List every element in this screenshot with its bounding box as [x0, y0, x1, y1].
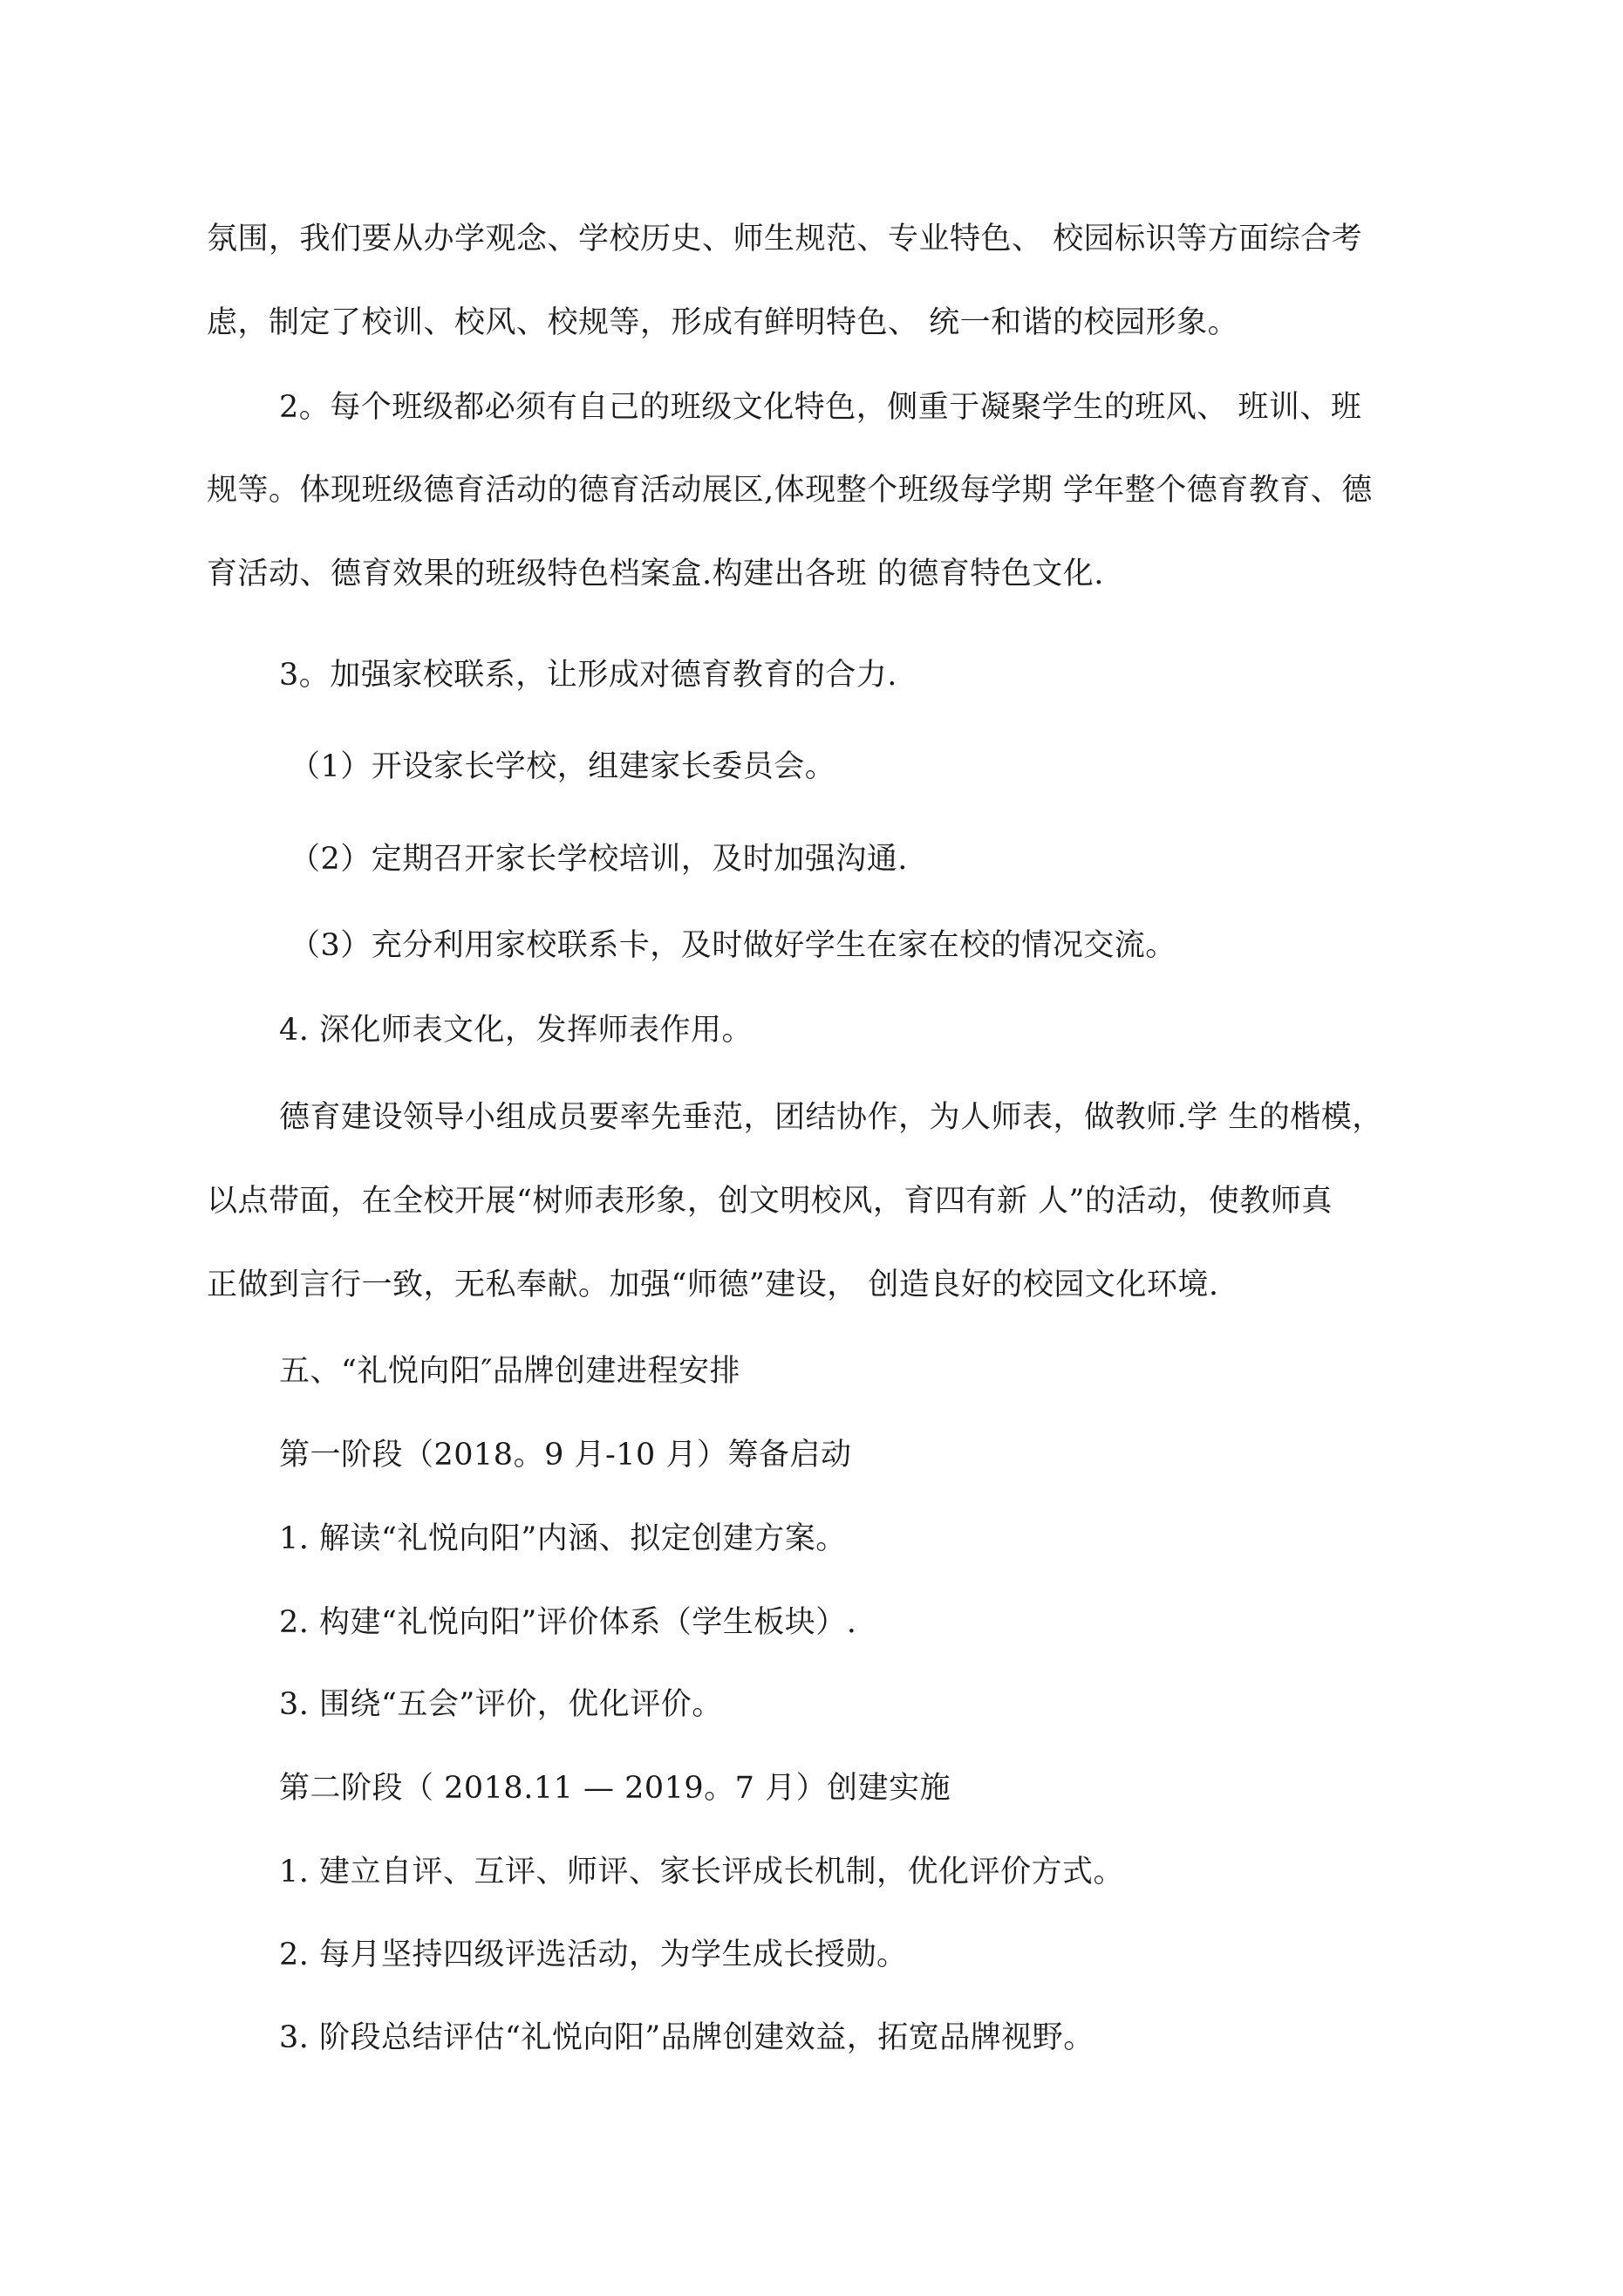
paragraph-line: 以点带面，在全校开展“树师表形象，创文明校风，育四有新 人”的活动，使教师真 [207, 1184, 1333, 1219]
paragraph-line: 2。每个班级都必须有自己的班级文化特色，侧重于凝聚学生的班风、 班训、班 [279, 390, 1362, 425]
paragraph-line: 育活动、德育效果的班级特色档案盒.构建出各班 的德育特色文化. [207, 557, 1104, 591]
list-item: 1. 建立自评、互评、师评、家长评成长机制，优化评价方式。 [279, 1855, 1125, 1889]
paragraph-line: 氛围，我们要从办学观念、学校历史、师生规范、专业特色、 校园标识等方面综合考 [207, 222, 1363, 256]
list-item: （3）充分利用家校联系卡，及时做好学生在家在校的情况交流。 [290, 928, 1176, 963]
paragraph-line: 4. 深化师表文化，发挥师表作用。 [279, 1013, 754, 1048]
paragraph-line: 3。加强家校联系，让形成对德育教育的合力. [279, 658, 897, 693]
list-item: 1. 解读“礼悦向阳”内涵、拟定创建方案。 [279, 1521, 847, 1556]
stage-heading: 第一阶段（2018。9 月-10 月）筹备启动 [279, 1438, 852, 1473]
list-item: （2）定期召开家长学校培训，及时加强沟通. [290, 842, 908, 877]
list-item: （1）开设家长学校，组建家长委员会。 [290, 749, 836, 784]
paragraph-line: 规等。体现班级德育活动的德育活动展区,体现整个班级每学期 学年整个德育教育、德 [207, 473, 1373, 508]
list-item: 3. 围绕“五会”评价，优化评价。 [279, 1687, 723, 1722]
paragraph-line: 正做到言行一致，无私奉献。加强“师德”建设， 创造良好的校园文化环境. [207, 1268, 1219, 1302]
paragraph-line: 德育建设领导小组成员要率先垂范，团结协作，为人师表，做教师.学 生的楷模， [279, 1100, 1383, 1135]
list-item: 2. 构建“礼悦向阳”评价体系（学生板块）. [279, 1605, 857, 1640]
list-item: 2. 每月坚持四级评选活动，为学生成长授勋。 [279, 1937, 908, 1972]
paragraph-line: 虑，制定了校训、校风、校规等，形成有鲜明特色、 统一和谐的校园形象。 [207, 305, 1239, 340]
list-item: 3. 阶段总结评估“礼悦向阳”品牌创建效益，拓宽品牌视野。 [279, 2020, 1095, 2055]
section-heading: 五、“礼悦向阳″品牌创建进程安排 [279, 1354, 740, 1389]
stage-heading: 第二阶段（ 2018.11 — 2019。7 月）创建实施 [279, 1771, 951, 1806]
